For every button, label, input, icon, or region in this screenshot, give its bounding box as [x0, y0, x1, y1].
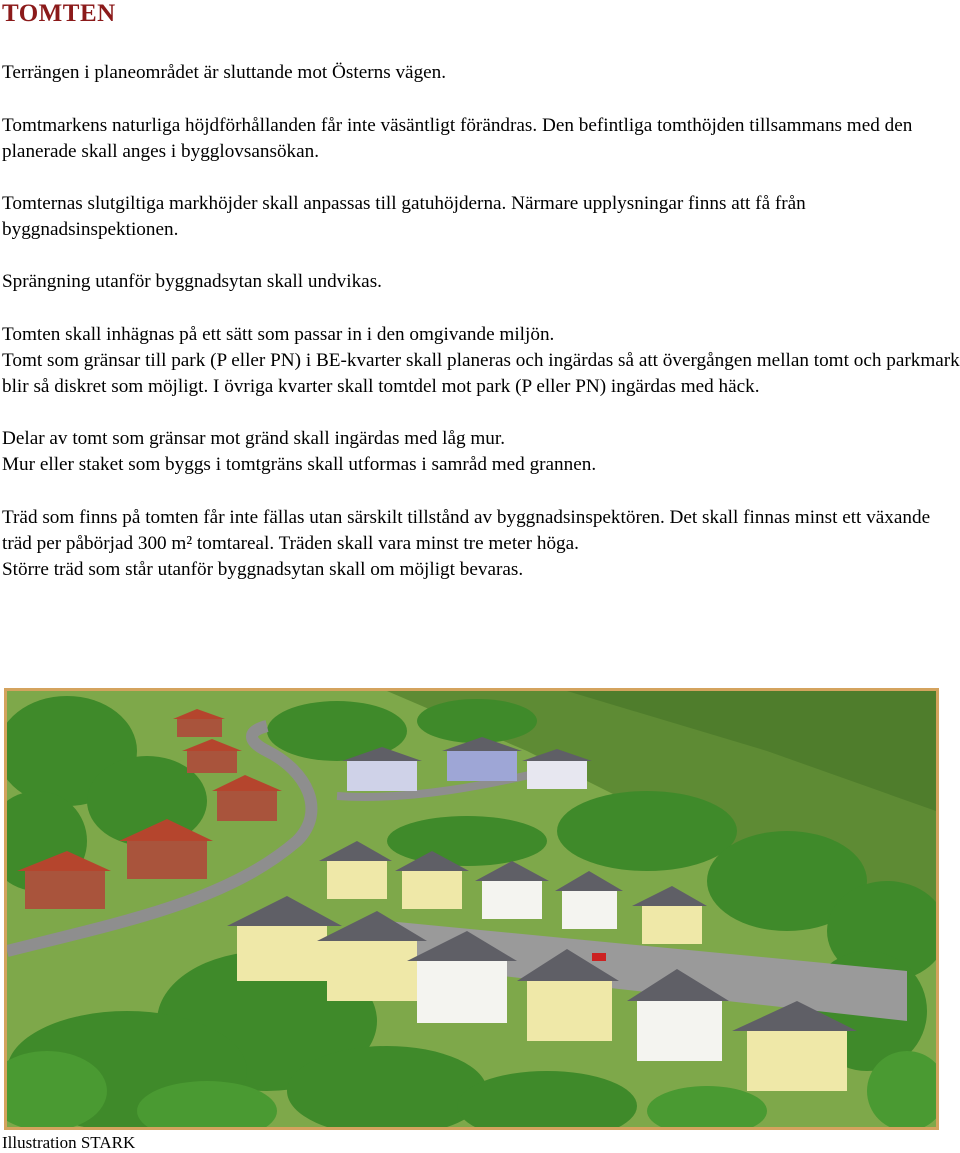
page-title: TOMTEN	[2, 0, 116, 27]
paragraph-trees: Träd som finns på tomten får inte fällas utan särskilt tillstånd av byggnadsinspektören. Det skall finnas minst ett växande träd per påbörjad 300 m² tomtareal. Träden skall vara minst tre meter höga.	[2, 507, 931, 555]
paragraph-fencing: Tomten skall inhägnas på ett sätt som passar in i den omgivande miljön.	[2, 324, 555, 345]
aerial-view-illustration	[7, 691, 936, 1127]
site-illustration	[4, 688, 939, 1130]
paragraph-large-trees: Större träd som står utanför byggnadsytan skall om möjligt bevaras.	[2, 559, 524, 580]
paragraph-neighbour: Mur eller staket som byggs i tomtgräns skall utformas i samråd med grannen.	[2, 454, 597, 475]
paragraph-terrain: Terrängen i planeområdet är sluttande mot Österns vägen.	[2, 62, 447, 83]
paragraph-height: Tomtmarkens naturliga höjdförhållanden får inte väsäntligt förändras. Den befintliga tomthöjden tillsammans med den planerade skall anges i bygglovsansökan.	[2, 115, 913, 163]
paragraph-blasting: Sprängning utanför byggnadsytan skall undvikas.	[2, 271, 382, 292]
paragraph-alley-wall: Delar av tomt som gränsar mot gränd skall ingärdas med låg mur.	[2, 428, 506, 449]
paragraph-ground-levels: Tomternas slutgiltiga markhöjder skall anpassas till gatuhöjderna. Närmare upplysningar finns att få från byggnadsinspektionen.	[2, 193, 806, 241]
illustration-caption: Illustration STARK	[2, 1133, 136, 1152]
paragraph-park-boundary: Tomt som gränsar till park (P eller PN) i BE-kvarter skall planeras och ingärdas så att övergången mellan tomt och parkmark blir så diskret som möjligt. I övriga kvarter skall tomtdel mot park (P eller PN) ingärdas med häck.	[2, 350, 960, 398]
